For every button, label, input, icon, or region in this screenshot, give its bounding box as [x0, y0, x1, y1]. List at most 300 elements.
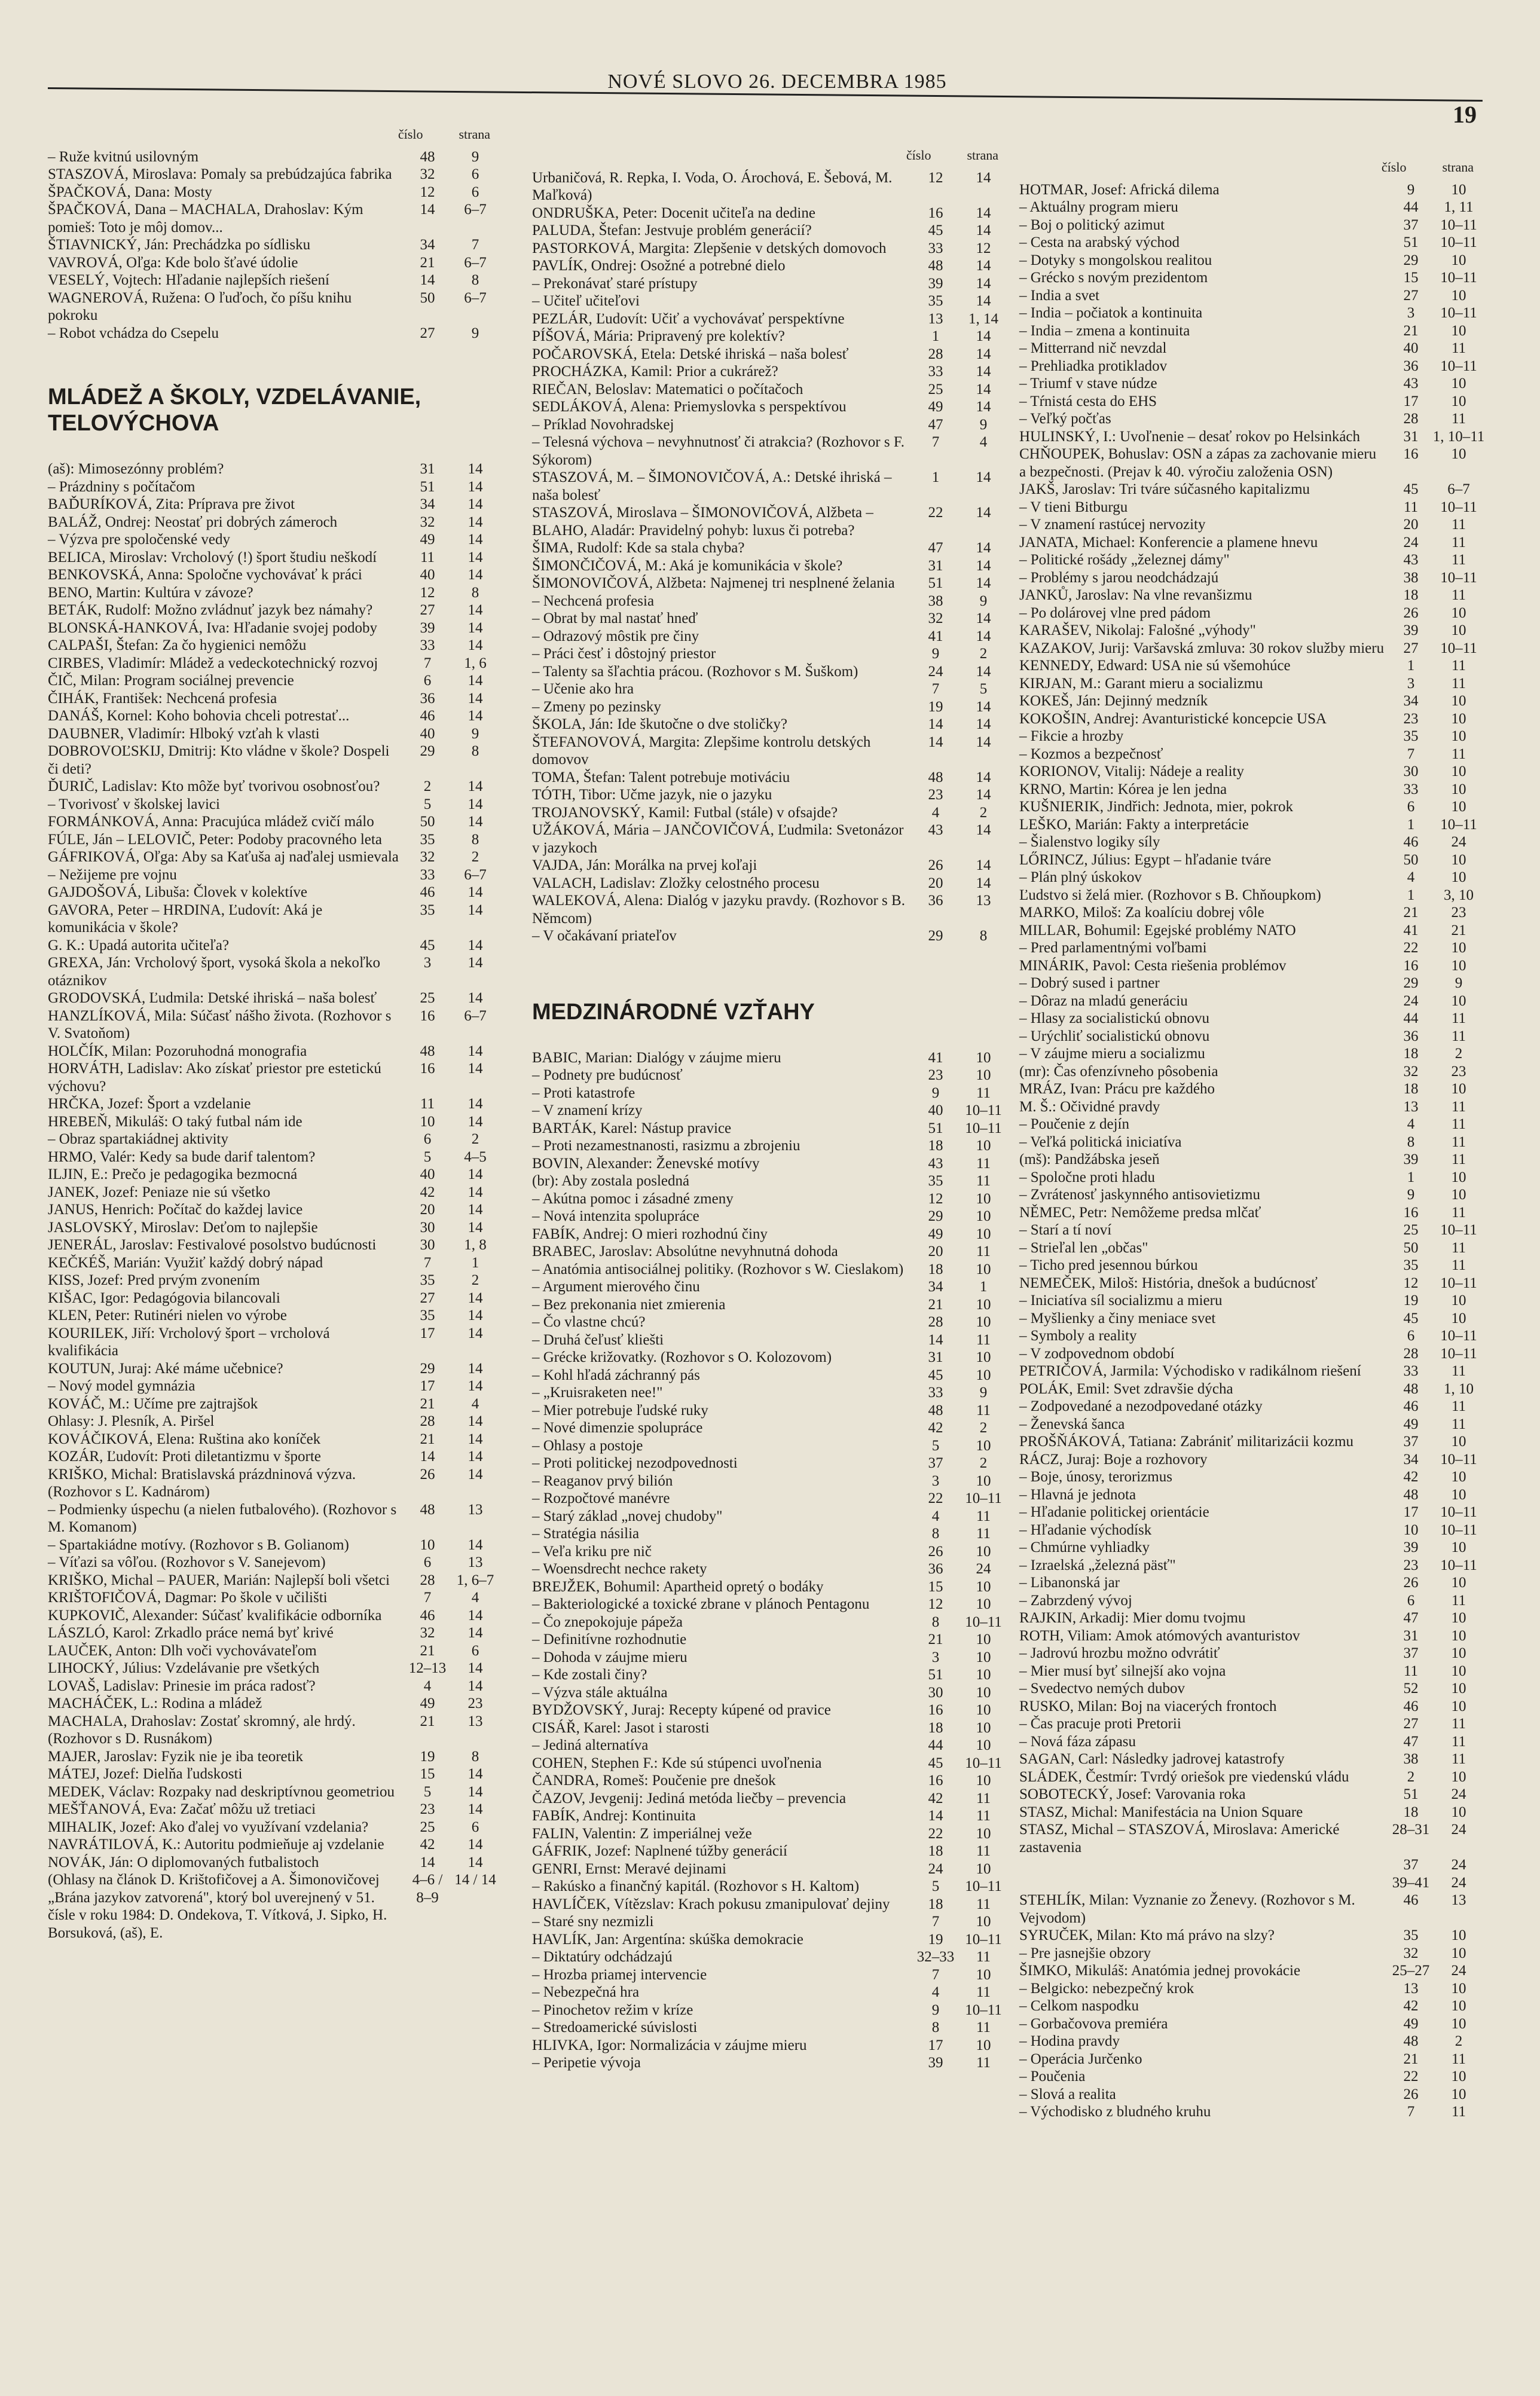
issue-number: 37 [1403, 1857, 1419, 1873]
page-ref: 14 [468, 619, 483, 636]
issue-number: 3 [423, 955, 432, 971]
index-entry [1019, 657, 1486, 675]
issue-number: 20 [420, 1202, 435, 1218]
index-entry [1019, 728, 1486, 745]
index-entry [532, 698, 1010, 716]
index-entry [532, 1684, 1010, 1702]
index-entry [48, 1783, 502, 1801]
index-entry [1019, 1028, 1486, 1046]
index-entry [48, 1360, 502, 1378]
entry-title: PEZLÁR, Ľudovít: Učiť a vychovávať perspektívne [532, 310, 845, 327]
entry-title: GENRI, Ernst: Meravé dejinami [532, 1860, 726, 1877]
page-ref: 14 [468, 549, 483, 566]
entry-title: KLEN, Peter: Rutinéri nielen vo výrobe [48, 1307, 287, 1324]
issue-number: 21 [1403, 322, 1419, 339]
page-ref: 10 [1451, 1998, 1466, 2014]
entry-title: M. Š.: Očividné pravdy [1019, 1098, 1160, 1115]
entry-title: – Staré sny nezmizli [532, 1914, 654, 1930]
index-entry [48, 690, 502, 708]
index-entry [532, 1525, 1010, 1543]
index-entry [1019, 1310, 1486, 1328]
page-ref: 10 [1451, 1310, 1466, 1327]
issue-number: 33 [928, 1385, 943, 1401]
page-ref: 1, 10–11 [1432, 428, 1485, 445]
issue-number: 51 [1403, 1786, 1419, 1802]
page-ref: 10 [1451, 604, 1466, 621]
issue-number: 49 [1403, 1416, 1419, 1432]
entry-title: – Šialenstvo logiky síly [1019, 834, 1160, 850]
issue-number: 29 [928, 1208, 943, 1224]
entry-title: – Chmúrne vyhliadky [1019, 1539, 1150, 1555]
page-ref: 14 [976, 663, 991, 680]
issue-number: 4 [931, 1984, 940, 2000]
index-entry [532, 1208, 1010, 1225]
index-entry [1019, 269, 1486, 287]
page-ref: 2 [979, 1455, 988, 1471]
page-ref: 14 [468, 531, 483, 548]
index-entry [532, 1384, 1010, 1402]
entry-title: – Veľký počťas [1019, 411, 1111, 427]
index-entry [1019, 2086, 1486, 2104]
entry-title: BENO, Martin: Kultúra v závoze? [48, 584, 253, 601]
index-entry [1019, 781, 1486, 799]
page-ref: 11 [1451, 1363, 1466, 1379]
index-entry [532, 1313, 1010, 1331]
issue-number: 21 [420, 254, 435, 271]
index-entry [48, 937, 502, 955]
issue-number: 31 [1403, 428, 1419, 445]
entry-title: BRABEC, Jaroslav: Absolútne nevyhnutná dohoda [532, 1243, 838, 1260]
issue-number: 17 [1403, 393, 1419, 409]
index-entry [532, 1349, 1010, 1367]
index-entry [1019, 1045, 1486, 1063]
entry-title: DAUBNER, Vladimír: Hlboký vzťah k vlasti [48, 725, 320, 742]
issue-number: 8 [931, 1613, 940, 1630]
page-ref: 11 [1451, 658, 1466, 674]
cislo-label: číslo [906, 148, 931, 163]
index-entry [48, 1431, 502, 1448]
index-entry [48, 672, 502, 690]
issue-number: 25–27 [1392, 1963, 1430, 1979]
page-ref: 14 [468, 1307, 483, 1324]
entry-title: – Nový model gymnázia [48, 1378, 195, 1394]
entry-title: – Veľa kriku pre nič [532, 1543, 652, 1560]
index-entry [1019, 586, 1486, 604]
issue-number: 42 [420, 1836, 435, 1853]
page-ref: 14 [468, 1431, 483, 1447]
issue-number: 12 [928, 1596, 943, 1612]
index-entry [532, 734, 1010, 769]
page-ref: 14 [976, 328, 991, 344]
page-ref: 10 [1451, 446, 1466, 462]
page-ref: 11 [976, 1331, 991, 1348]
page-ref: 11 [976, 1790, 991, 1807]
page-ref: 10 [976, 1138, 991, 1154]
page-ref: 10–11 [965, 1878, 1002, 1894]
page-ref: 10 [1451, 2015, 1466, 2032]
entry-title: – India – počiatok a kontinuita [1019, 305, 1203, 321]
entry-title: STEHLÍK, Milan: Vyznanie zo Ženevy. (Rozhovor s M. Vejvodom) [1019, 1892, 1355, 1926]
index-entry [1019, 1169, 1486, 1187]
issue-number: 21 [420, 1431, 435, 1447]
issue-number: 40 [420, 1166, 435, 1182]
issue-number: 28–31 [1392, 1822, 1430, 1838]
index-entry [48, 460, 502, 478]
issue-number: 2 [1407, 1768, 1415, 1785]
entry-title: JENERÁL, Jaroslav: Festivalové posolstvo budúcnosti [48, 1237, 377, 1253]
issue-number: 49 [1403, 2015, 1419, 2032]
index-entry [1019, 357, 1486, 375]
page-ref: 10–11 [1440, 1557, 1477, 1573]
page-ref: 14 [468, 884, 483, 900]
page-ref: 14 [468, 1801, 483, 1817]
issue-number: 14 [420, 1854, 435, 1871]
index-entry [1019, 622, 1486, 640]
page-ref: 24 [1451, 1786, 1466, 1802]
entry-title: – Nežijeme pre vojnu [48, 866, 177, 883]
index-entry [48, 866, 502, 884]
issue-number: 12 [928, 1190, 943, 1207]
index-entry [48, 1466, 502, 1501]
index-entry [532, 1772, 1010, 1790]
page-ref: 14 [976, 628, 991, 644]
page-ref: 8 [471, 272, 479, 288]
page-ref: 10 [976, 1772, 991, 1789]
issue-number: 17 [420, 1325, 435, 1341]
entry-title: POČAROVSKÁ, Etela: Detské ihriská – naša bolesť [532, 346, 849, 362]
issue-number: 50 [420, 814, 435, 830]
page-ref: 10 [976, 1737, 991, 1753]
entry-title: – Aktuálny program mieru [1019, 199, 1178, 215]
index-entry [532, 257, 1010, 275]
page-ref: 10 [1451, 1610, 1466, 1626]
index-entry [1019, 1362, 1486, 1380]
index-entry [48, 1819, 502, 1836]
page-ref: 11 [1451, 2104, 1466, 2120]
issue-number: 32 [1403, 1945, 1419, 1961]
entry-title: MRÁZ, Ivan: Prácu pre každého [1019, 1081, 1215, 1097]
entry-title: TÓTH, Tibor: Učme jazyk, nie o jazyku [532, 787, 772, 803]
entry-title: – Triumf v stave núdze [1019, 375, 1157, 392]
issue-number: 22 [1403, 2068, 1419, 2085]
page-ref: 9 [979, 416, 988, 433]
entry-title: – Nechcená profesia [532, 592, 655, 609]
page-ref: 14 [468, 673, 483, 689]
page-ref: 10 [1451, 799, 1466, 815]
issue-number: 40 [1403, 340, 1419, 356]
page-ref: 6–7 [464, 1007, 487, 1024]
index-entry [48, 1184, 502, 1202]
entry-title: – Prekonávať staré prístupy [532, 275, 698, 292]
entry-title: – Víťazi sa vôľou. (Rozhovor s V. Sanejevom) [48, 1554, 326, 1570]
index-entry [1019, 1116, 1486, 1133]
page-ref: 2 [471, 1131, 479, 1147]
entry-title: SAGAN, Carl: Následky jadrovej katastrofy [1019, 1751, 1285, 1767]
entry-title: – Strieľal len „občas" [1019, 1239, 1148, 1256]
entry-title: – Robot vchádza do Csepelu [48, 325, 219, 341]
issue-number: 35 [420, 831, 435, 848]
issue-number: 14 [928, 734, 943, 750]
issue-number: 20 [928, 875, 943, 891]
index-entry [532, 2054, 1010, 2072]
index-entry [1019, 1486, 1486, 1504]
index-entry [48, 831, 502, 849]
index-entry [1019, 445, 1486, 481]
page-ref: 14 [976, 557, 991, 574]
index-column-2 [532, 146, 1010, 2072]
index-entry [1019, 675, 1486, 693]
issue-number: 27 [1403, 1716, 1419, 1732]
issue-number: 21 [420, 1642, 435, 1659]
entry-title: ŠTEFANOVOVÁ, Margita: Zlepšime kontrolu detských domovov [532, 734, 871, 768]
entry-title: – Hlavná je jednota [1019, 1486, 1136, 1503]
entry-title: VESELÝ, Vojtech: Hľadanie najlepších riešení [48, 272, 329, 288]
index-entry [1019, 1997, 1486, 2015]
issue-number: 18 [928, 1843, 943, 1859]
issue-number: 43 [928, 1155, 943, 1172]
issue-number: 25 [420, 990, 435, 1006]
page-ref: 2 [471, 1272, 479, 1288]
issue-number: 8 [931, 1526, 940, 1542]
index-entry [1019, 1856, 1486, 1874]
issue-number: 19 [420, 1748, 435, 1765]
index-entry [532, 1878, 1010, 1896]
index-entry [48, 1219, 502, 1237]
issue-number: 35 [1403, 728, 1419, 744]
issue-number: 21 [1403, 2050, 1419, 2067]
entry-title: – Výzva pre spoločenské vedy [48, 531, 231, 548]
index-entry [1019, 2050, 1486, 2068]
page-ref: 24 [1451, 1963, 1466, 1979]
issue-number: 48 [928, 1402, 943, 1419]
entry-title: STASZOVÁ, Miroslava – ŠIMONOVIČOVÁ, Alžbeta – BLAHO, Aladár: Pravidelný pohyb: luxus či potreba? [532, 505, 873, 539]
page-ref: 11 [1451, 1151, 1466, 1168]
issue-number: 12 [1403, 1275, 1419, 1291]
index-entry [532, 680, 1010, 698]
entry-title: KRIŠKO, Michal – PAUER, Marián: Najlepší boli všetci [48, 1572, 390, 1588]
page-ref: 10 [976, 1190, 991, 1207]
index-entry [1019, 992, 1486, 1010]
issue-number: 21 [420, 1395, 435, 1412]
issue-number: 46 [1403, 834, 1419, 850]
entry-title: – Politické rošády „železnej dámy" [1019, 552, 1230, 568]
index-entry [1019, 234, 1486, 252]
issue-number: 46 [1403, 1698, 1419, 1715]
entry-title: LEŠKO, Marián: Fakty a interpretácie [1019, 816, 1249, 833]
entry-title: KRIŠTOFIČOVÁ, Dagmar: Po škole v učilišti [48, 1590, 328, 1606]
index-entry [1019, 1380, 1486, 1398]
entry-title: – Dohoda v záujme mieru [532, 1649, 688, 1665]
entry-title: – Grécko s novým prezidentom [1019, 270, 1208, 286]
entry-title: – V tieni Bitburgu [1019, 499, 1128, 515]
entry-title: JANEK, Jozef: Peniaze nie sú všetko [48, 1184, 271, 1200]
entry-title: KARAŠEV, Nikolaj: Falošné „výhody" [1019, 622, 1256, 638]
page-ref: 6–7 [464, 201, 487, 218]
index-entry [1019, 534, 1486, 552]
entry-title: – Učenie ako hra [532, 681, 634, 697]
page-ref: 24 [1451, 1822, 1466, 1838]
issue-number: 29 [1403, 252, 1419, 268]
page-ref: 8 [471, 831, 479, 848]
issue-number: 35 [1403, 1927, 1419, 1943]
page-ref: 11 [1451, 1204, 1466, 1221]
issue-number: 31 [1403, 1627, 1419, 1644]
entry-title: – Kozmos a bezpečnosť [1019, 745, 1163, 762]
index-entry [1019, 1468, 1486, 1486]
entry-title: GREXA, Ján: Vrcholový šport, vysoká škola a nekoľko otáznikov [48, 955, 381, 989]
entry-title: NOVÁK, Ján: O diplomovaných futbalistoch [48, 1854, 319, 1871]
issue-number: 26 [928, 857, 943, 873]
issue-number: 24 [1403, 534, 1419, 551]
page-ref: 13 [1451, 1892, 1466, 1908]
page-ref: 14 [468, 796, 483, 812]
entry-title: – Východisko z bludného kruhu [1019, 2104, 1211, 2120]
page-ref: 14 [976, 575, 991, 591]
index-entry [48, 796, 502, 814]
entry-title: DOBROVOĽSKIJ, Dmitrij: Kto vládne v škole? Dospeli či deti? [48, 743, 390, 777]
index-entry [532, 1437, 1010, 1455]
issue-number: 5 [931, 1437, 940, 1454]
issue-number: 15 [1403, 270, 1419, 286]
index-entry [532, 716, 1010, 734]
entry-title: – Talenty sa šľachtia prácou. (Rozhovor s M. Šuškom) [532, 663, 858, 680]
issue-number: 36 [1403, 1028, 1419, 1044]
page-ref: 11 [976, 2055, 991, 2071]
index-entry [1019, 410, 1486, 428]
page-ref: 1 [471, 1254, 479, 1271]
index-entry [48, 148, 502, 166]
index-entry [1019, 922, 1486, 940]
entry-title: – Čo znepokojuje pápeža [532, 1613, 683, 1630]
cislo-label: číslo [398, 127, 423, 142]
index-entry [532, 1296, 1010, 1314]
issue-number: 5 [423, 1783, 432, 1800]
entry-title: – V znamení krízy [532, 1102, 643, 1118]
index-entry [48, 619, 502, 637]
issue-number: 9 [1407, 1187, 1415, 1203]
issue-number: 39 [1403, 622, 1419, 638]
issue-number: 12 [928, 169, 943, 186]
entry-title: – Pinochetov režim v kríze [532, 2001, 693, 2018]
issue-number: 51 [928, 575, 943, 591]
issue-number: 48 [928, 769, 943, 786]
entry-title: KEČKÉŠ, Marián: Využiť každý dobrý nápad [48, 1254, 323, 1271]
index-entry [1019, 904, 1486, 922]
page-ref: 10 [976, 1208, 991, 1224]
page-ref: 14 [976, 469, 991, 485]
entry-title: – Práci česť i dôstojný priestor [532, 646, 716, 662]
issue-number: 11 [420, 549, 435, 566]
issue-number: 27 [420, 1289, 435, 1306]
page-ref: 10–11 [1440, 234, 1477, 250]
index-entry [1019, 604, 1486, 622]
issue-number: 43 [1403, 375, 1419, 392]
page-ref: 9 [471, 325, 479, 341]
page-ref: 14 [468, 1660, 483, 1676]
cislo-label: číslo [1381, 160, 1407, 175]
entry-title: PETRIČOVÁ, Jarmila: Východisko v radikálnom riešení [1019, 1363, 1361, 1379]
issue-number: 22 [1403, 940, 1419, 956]
index-entry [48, 1713, 502, 1748]
entry-title: KOURILEK, Jiří: Vrcholový šport – vrcholová kvalifikácia [48, 1325, 330, 1359]
entry-title: – Veľká politická iniciatíva [1019, 1133, 1182, 1150]
issue-number: 22 [928, 505, 943, 521]
page-ref: 14 [468, 1536, 483, 1553]
page-ref: 10 [1451, 869, 1466, 885]
index-entry [532, 310, 1010, 328]
page-ref: 10 [1451, 1768, 1466, 1785]
issue-number: 34 [420, 237, 435, 253]
index-entry [1019, 198, 1486, 216]
issue-number: 45 [928, 1755, 943, 1771]
issue-number: 41 [1403, 922, 1419, 939]
entry-title: GRODOVSKÁ, Ľudmila: Detské ihriská – naša bolesť [48, 990, 377, 1006]
index-entry [1019, 1592, 1486, 1610]
page-ref: 10 [1451, 1539, 1466, 1555]
page-ref: 10 [1451, 1698, 1466, 1715]
page-ref: 14 [468, 990, 483, 1006]
entry-title: Urbaničová, R. Repka, I. Voda, O. Árochová, E. Šebová, M. Maľková) [532, 169, 893, 203]
entry-title: – Hrozba priamej intervencie [532, 1966, 707, 1983]
issue-number: 21 [928, 1296, 943, 1313]
issue-number: 51 [420, 478, 435, 495]
issue-number: 17 [420, 1378, 435, 1394]
issue-number: 6 [1407, 799, 1415, 815]
entry-title: – Kde zostali činy? [532, 1667, 647, 1683]
entry-title: VAJDA, Ján: Morálka na prvej koľaji [532, 857, 757, 873]
issue-number: 21 [420, 1713, 435, 1729]
page-ref: 9 [471, 148, 479, 165]
issue-number: 12 [420, 584, 435, 601]
issue-number: 42 [1403, 1469, 1419, 1485]
page-ref: 13 [468, 1554, 483, 1570]
index-entry [1019, 1239, 1486, 1257]
index-entry [1019, 1733, 1486, 1751]
entry-title: – Spoločne proti hladu [1019, 1169, 1156, 1185]
page-ref: 11 [1451, 675, 1466, 692]
index-entry [1019, 957, 1486, 975]
entry-title: – Pre jasnejšie obzory [1019, 1945, 1151, 1961]
entry-title: – Zabrzdený vývoj [1019, 1592, 1132, 1609]
index-entry [1019, 1398, 1486, 1416]
index-entry [1019, 1292, 1486, 1310]
entry-title: ŠTIAVNICKÝ, Ján: Prechádzka po sídlisku [48, 237, 311, 253]
index-entry [532, 292, 1010, 310]
page-ref: 10–11 [965, 1931, 1002, 1948]
page-ref: 1, 6–7 [456, 1572, 494, 1588]
issue-number: 18 [1403, 1046, 1419, 1062]
page-ref: 14 [468, 1836, 483, 1853]
page-ref: 14 [468, 1289, 483, 1306]
entry-title: WALEKOVÁ, Alena: Dialóg v jazyku pravdy. (Rozhovor s B. Němcom) [532, 893, 905, 927]
entry-title: – Prehliadka protikladov [1019, 357, 1168, 374]
issue-number: 9 [931, 1084, 940, 1101]
entry-title: ILJIN, E.: Prečo je pedagogika bezmocná [48, 1166, 298, 1182]
page-ref: 14 [468, 496, 483, 512]
section-heading: MEDZINÁRODNÉ VZŤAHY [532, 999, 815, 1025]
index-entry [48, 725, 502, 743]
page-ref: 14 [976, 381, 991, 398]
issue-number: 37 [1403, 1645, 1419, 1661]
page-ref: 14 [468, 1783, 483, 1800]
page-ref: 10–11 [1440, 1328, 1477, 1344]
issue-number: 33 [420, 866, 435, 883]
page-ref: 11 [1451, 1592, 1466, 1609]
entry-title: (mš): Pandžábska jeseň [1019, 1151, 1160, 1168]
entry-title: JANUS, Henrich: Počítač do každej lavice [48, 1202, 303, 1218]
page-ref: 14 [468, 1766, 483, 1782]
index-entry [532, 1261, 1010, 1279]
